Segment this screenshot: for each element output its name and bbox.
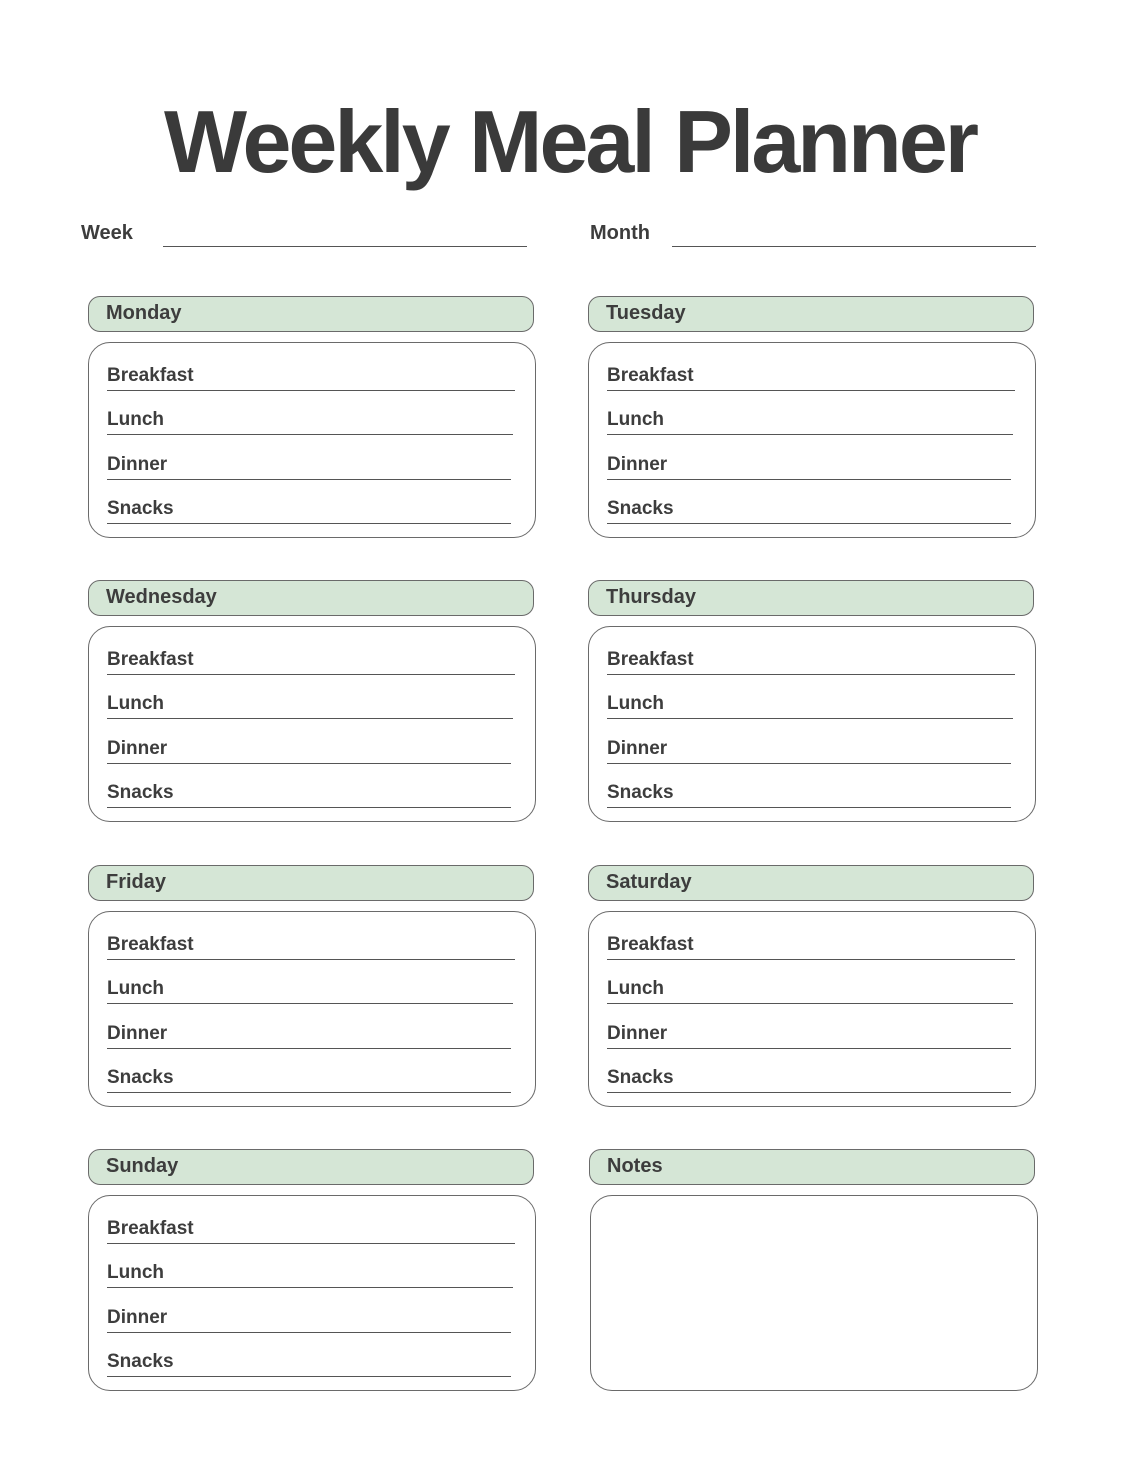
day-header-tuesday	[588, 296, 1034, 332]
meal-input-line[interactable]	[607, 1048, 1011, 1049]
meal-label: Lunch	[107, 1262, 164, 1283]
day-header-wednesday	[88, 580, 534, 616]
meal-row-snacks	[107, 484, 511, 524]
meal-input-line[interactable]	[107, 434, 513, 435]
meal-row-breakfast	[107, 635, 515, 675]
meal-label: Snacks	[607, 498, 674, 519]
meal-label: Snacks	[607, 1067, 674, 1088]
meal-input-line[interactable]	[107, 1048, 511, 1049]
meal-row-dinner	[607, 724, 1011, 764]
notes-box[interactable]	[590, 1195, 1038, 1391]
meal-label: Snacks	[107, 782, 174, 803]
meal-row-snacks	[607, 484, 1011, 524]
meal-row-breakfast	[607, 351, 1015, 391]
meal-row-snacks	[607, 768, 1011, 808]
day-header-thursday	[588, 580, 1034, 616]
meal-label: Lunch	[107, 409, 164, 430]
meal-input-line[interactable]	[107, 1376, 511, 1377]
meal-label: Dinner	[107, 1023, 168, 1044]
meal-row-dinner	[607, 1009, 1011, 1049]
day-label: Thursday	[606, 586, 697, 608]
meal-label: Snacks	[107, 1351, 174, 1372]
meal-row-breakfast	[607, 920, 1015, 960]
meal-row-snacks	[607, 1053, 1011, 1093]
meal-input-line[interactable]	[107, 479, 511, 480]
meal-row-snacks	[107, 1337, 511, 1377]
meal-input-line[interactable]	[107, 959, 515, 960]
meal-label: Lunch	[607, 409, 664, 430]
meal-input-line[interactable]	[607, 674, 1015, 675]
meal-box-saturday	[588, 911, 1036, 1107]
meal-label: Snacks	[107, 498, 174, 519]
meal-input-line[interactable]	[607, 523, 1011, 524]
meal-input-line[interactable]	[107, 1287, 513, 1288]
meal-box-sunday	[88, 1195, 536, 1391]
meal-input-line[interactable]	[607, 434, 1013, 435]
meal-row-dinner	[607, 440, 1011, 480]
meal-label: Dinner	[607, 454, 668, 475]
month-label: Month	[590, 222, 650, 244]
meal-input-line[interactable]	[607, 479, 1011, 480]
meal-row-snacks	[107, 1053, 511, 1093]
meal-row-dinner	[107, 1293, 511, 1333]
meal-input-line[interactable]	[107, 674, 515, 675]
day-header-monday	[88, 296, 534, 332]
meal-row-breakfast	[107, 920, 515, 960]
month-input-line[interactable]	[672, 246, 1036, 247]
meal-box-friday	[88, 911, 536, 1107]
meal-label: Lunch	[107, 693, 164, 714]
meal-row-lunch	[107, 964, 513, 1004]
meal-row-dinner	[107, 724, 511, 764]
day-label: Friday	[106, 871, 167, 893]
meal-row-breakfast	[107, 1204, 515, 1244]
meal-row-breakfast	[607, 635, 1015, 675]
meal-input-line[interactable]	[607, 390, 1015, 391]
meal-label: Lunch	[607, 693, 664, 714]
meal-input-line[interactable]	[107, 523, 511, 524]
meal-row-lunch	[607, 964, 1013, 1004]
meal-input-line[interactable]	[607, 1092, 1011, 1093]
week-input-line[interactable]	[163, 246, 527, 247]
meal-row-lunch	[607, 395, 1013, 435]
meal-label: Dinner	[107, 454, 168, 475]
day-label: Monday	[106, 302, 182, 324]
meal-box-wednesday	[88, 626, 536, 822]
meal-input-line[interactable]	[107, 1092, 511, 1093]
week-label: Week	[81, 222, 133, 244]
page-title: Weekly Meal Planner	[164, 92, 976, 191]
day-label: Sunday	[106, 1155, 179, 1177]
meal-box-thursday	[588, 626, 1036, 822]
meal-row-lunch	[107, 679, 513, 719]
meal-label: Breakfast	[107, 649, 194, 670]
meal-row-dinner	[107, 1009, 511, 1049]
meal-label: Dinner	[607, 1023, 668, 1044]
meal-input-line[interactable]	[107, 763, 511, 764]
day-label: Tuesday	[606, 302, 686, 324]
meal-label: Snacks	[107, 1067, 174, 1088]
meal-label: Lunch	[107, 978, 164, 999]
notes-label: Notes	[607, 1155, 663, 1177]
meal-label: Breakfast	[107, 1218, 194, 1239]
meal-input-line[interactable]	[107, 390, 515, 391]
meal-label: Snacks	[607, 782, 674, 803]
day-header-sunday	[88, 1149, 534, 1185]
meal-input-line[interactable]	[607, 718, 1013, 719]
meal-input-line[interactable]	[607, 1003, 1013, 1004]
meal-row-breakfast	[107, 351, 515, 391]
meal-box-tuesday	[588, 342, 1036, 538]
meal-input-line[interactable]	[607, 959, 1015, 960]
meal-input-line[interactable]	[107, 1332, 511, 1333]
notes-header	[589, 1149, 1035, 1185]
meal-label: Breakfast	[607, 934, 694, 955]
meal-row-lunch	[607, 679, 1013, 719]
meal-label: Dinner	[107, 1307, 168, 1328]
meal-row-lunch	[107, 1248, 513, 1288]
day-label: Wednesday	[106, 586, 217, 608]
meal-input-line[interactable]	[607, 807, 1011, 808]
meal-label: Dinner	[607, 738, 668, 759]
month-field	[590, 222, 1038, 252]
meal-input-line[interactable]	[107, 1003, 513, 1004]
meal-row-snacks	[107, 768, 511, 808]
meal-row-dinner	[107, 440, 511, 480]
meal-box-monday	[88, 342, 536, 538]
day-header-saturday	[588, 865, 1034, 901]
meal-input-line[interactable]	[107, 1243, 515, 1244]
meal-row-lunch	[107, 395, 513, 435]
week-field	[81, 222, 529, 252]
meal-label: Breakfast	[607, 649, 694, 670]
day-header-friday	[88, 865, 534, 901]
meal-label: Lunch	[607, 978, 664, 999]
day-label: Saturday	[606, 871, 692, 893]
meal-label: Breakfast	[607, 365, 694, 386]
meal-input-line[interactable]	[607, 763, 1011, 764]
meal-input-line[interactable]	[107, 718, 513, 719]
meal-input-line[interactable]	[107, 807, 511, 808]
meal-label: Breakfast	[107, 365, 194, 386]
meal-label: Breakfast	[107, 934, 194, 955]
meal-label: Dinner	[107, 738, 168, 759]
